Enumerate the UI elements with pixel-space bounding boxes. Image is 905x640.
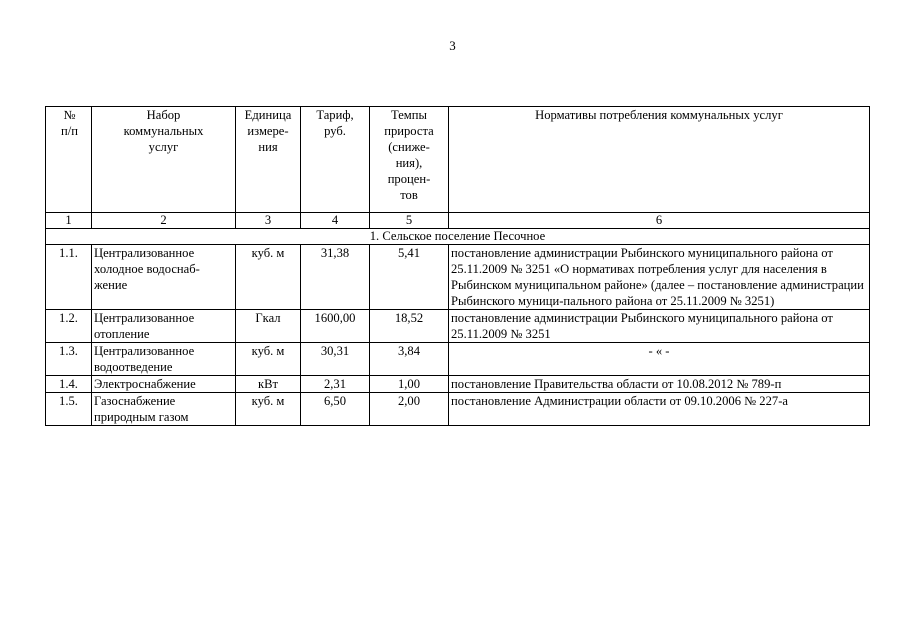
row-tariff: 1600,00 [301, 310, 370, 343]
row-growth: 2,00 [370, 393, 449, 426]
row-tariff: 30,31 [301, 343, 370, 376]
row-number: 1.3. [46, 343, 92, 376]
row-number: 1.1. [46, 245, 92, 310]
row-number: 1.2. [46, 310, 92, 343]
row-norms: постановление администрации Рыбинского муниципального района от 25.11.2009 № 3251 [449, 310, 870, 343]
row-tariff: 31,38 [301, 245, 370, 310]
row-norms: постановление Правительства области от 10.08.2012 № 789-п [449, 376, 870, 393]
column-numbers-row [46, 213, 870, 229]
row-service: Газоснабжение природным газом [92, 393, 236, 426]
header-norms: Нормативы потребления коммунальных услуг [449, 107, 870, 213]
table-row [46, 310, 870, 343]
row-unit: куб. м [236, 393, 301, 426]
table-row [46, 376, 870, 393]
table-row [46, 245, 870, 310]
column-number: 3 [236, 213, 301, 229]
row-growth: 3,84 [370, 343, 449, 376]
row-service: Централизованное холодное водоснаб-жение [92, 245, 236, 310]
section-title: 1. Сельское поселение Песочное [46, 229, 870, 245]
row-number: 1.5. [46, 393, 92, 426]
row-growth: 18,52 [370, 310, 449, 343]
row-norms: постановление Администрации области от 09.10.2006 № 227-а [449, 393, 870, 426]
row-growth: 1,00 [370, 376, 449, 393]
row-norms: - « - [449, 343, 870, 376]
section-row [46, 229, 870, 245]
column-number: 6 [449, 213, 870, 229]
row-growth: 5,41 [370, 245, 449, 310]
header-service: Набор коммунальных услуг [92, 107, 236, 213]
page-number: 3 [449, 38, 456, 53]
row-unit: кВт [236, 376, 301, 393]
header-growth: Темпы прироста (сниже-ния), процен-тов [370, 107, 449, 213]
table-row [46, 393, 870, 426]
header-unit: Единица измере-ния [236, 107, 301, 213]
column-number: 5 [370, 213, 449, 229]
row-norms: постановление администрации Рыбинского муниципального района от 25.11.2009 № 3251 «О нормативах потребления услуг для населения в Рыбинском муниципальном районе» (далее – постановление администрации Рыбинского муници-пального района от 25.11.2009 № 3251) [449, 245, 870, 310]
header-row [46, 107, 870, 213]
column-number: 4 [301, 213, 370, 229]
row-service: Централизованное отопление [92, 310, 236, 343]
row-service: Электроснабжение [92, 376, 236, 393]
table-row [46, 343, 870, 376]
row-unit: Гкал [236, 310, 301, 343]
row-unit: куб. м [236, 245, 301, 310]
row-unit: куб. м [236, 343, 301, 376]
tariffs-table [45, 106, 870, 426]
row-service: Централизованное водоотведение [92, 343, 236, 376]
column-number: 1 [46, 213, 92, 229]
header-tariff: Тариф, руб. [301, 107, 370, 213]
header-number: № п/п [46, 107, 92, 213]
column-number: 2 [92, 213, 236, 229]
row-number: 1.4. [46, 376, 92, 393]
row-tariff: 2,31 [301, 376, 370, 393]
row-tariff: 6,50 [301, 393, 370, 426]
